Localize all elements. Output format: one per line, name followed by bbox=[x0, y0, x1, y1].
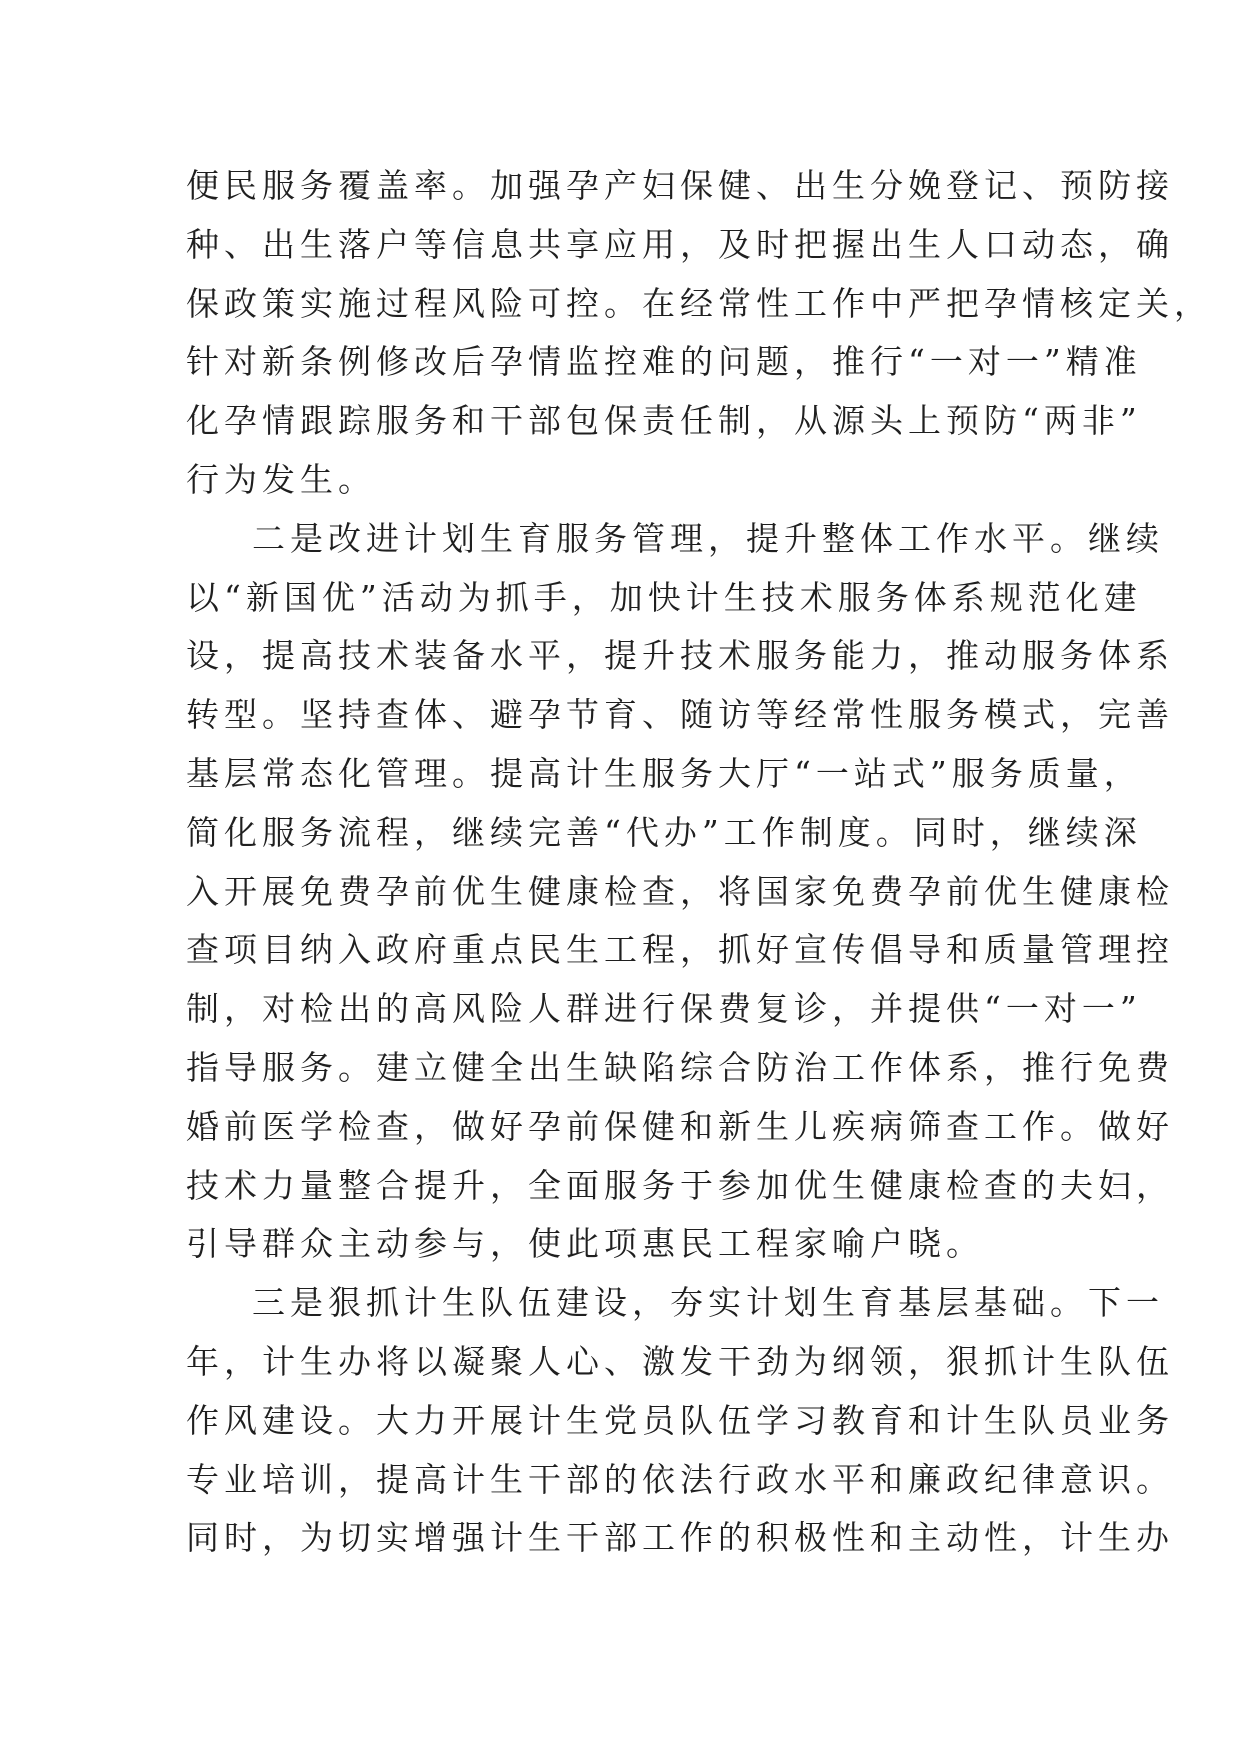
paragraph-1 bbox=[186, 157, 1212, 510]
text-line: 针对新条例修改后孕情监控难的问题，推行“一对一”精准 bbox=[186, 342, 1142, 382]
text-line: 行为发生。 bbox=[186, 459, 376, 499]
text-line: 同时，为切实增强计生干部工作的积极性和主动性，计生办 bbox=[186, 1518, 1174, 1558]
text-line: 基层常态化管理。提高计生服务大厅“一站式”服务质量， bbox=[186, 753, 1142, 793]
paragraph-2 bbox=[186, 510, 1174, 1274]
text-line: 作风建设。大力开展计生党员队伍学习教育和计生队员业务 bbox=[186, 1400, 1174, 1440]
text-line: 查项目纳入政府重点民生工程，抓好宣传倡导和质量管理控 bbox=[186, 930, 1174, 970]
text-line: 二是改进计划生育服务管理，提升整体工作水平。继续 bbox=[252, 518, 1164, 558]
text-line: 指导服务。建立健全出生缺陷综合防治工作体系，推行免费 bbox=[186, 1047, 1174, 1087]
document-body bbox=[186, 157, 1212, 1568]
text-line: 入开展免费孕前优生健康检查，将国家免费孕前优生健康检 bbox=[186, 871, 1174, 911]
text-line: 专业培训，提高计生干部的依法行政水平和廉政纪律意识。 bbox=[186, 1459, 1174, 1499]
text-line: 便民服务覆盖率。加强孕产妇保健、出生分娩登记、预防接 bbox=[186, 166, 1174, 205]
text-line: 引导群众主动参与，使此项惠民工程家喻户晓。 bbox=[186, 1224, 984, 1264]
text-line: 种、出生落户等信息共享应用，及时把握出生人口动态，确 bbox=[186, 224, 1174, 264]
text-line: 设，提高技术装备水平，提升技术服务能力，推动服务体系 bbox=[186, 636, 1174, 676]
text-line: 化孕情跟踪服务和干部包保责任制，从源头上预防“两非” bbox=[186, 401, 1142, 441]
paragraph-3 bbox=[186, 1274, 1174, 1568]
text-line: 婚前医学检查，做好孕前保健和新生儿疾病筛查工作。做好 bbox=[186, 1106, 1174, 1146]
text-line: 制，对检出的高风险人群进行保费复诊，并提供“一对一” bbox=[186, 989, 1142, 1029]
text-line: 转型。坚持查体、避孕节育、随访等经常性服务模式，完善 bbox=[186, 695, 1174, 735]
text-line: 三是狠抓计生队伍建设，夯实计划生育基层基础。下一 bbox=[252, 1283, 1164, 1323]
text-line: 以“新国优”活动为抓手，加快计生技术服务体系规范化建 bbox=[186, 577, 1142, 617]
text-line: 简化服务流程，继续完善“代办”工作制度。同时，继续深 bbox=[186, 812, 1142, 852]
text-line: 技术力量整合提升，全面服务于参加优生健康检查的夫妇， bbox=[186, 1165, 1174, 1205]
text-line: 年，计生办将以凝聚人心、激发干劲为纲领，狠抓计生队伍 bbox=[186, 1341, 1174, 1381]
text-line: 保政策实施过程风险可控。在经常性工作中严把孕情核定关， bbox=[186, 283, 1212, 323]
